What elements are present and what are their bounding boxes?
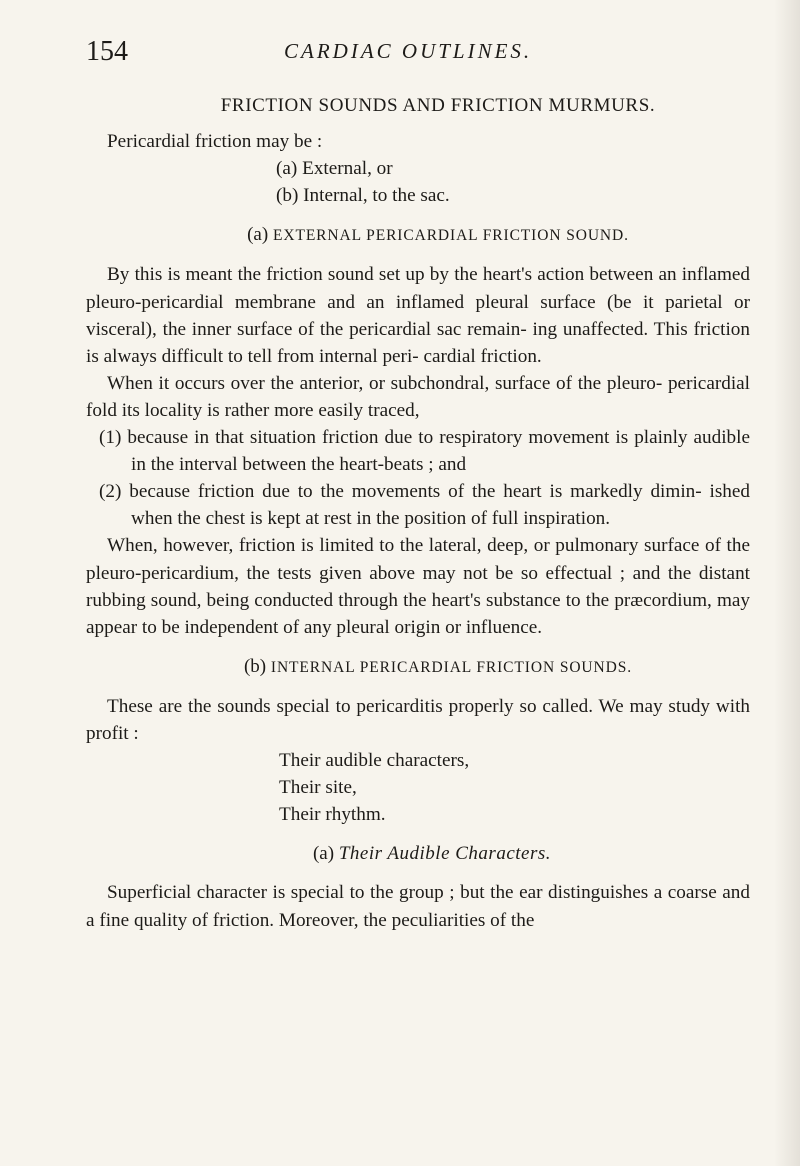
list-item: Their audible characters, [279, 750, 470, 772]
section-title: FRICTION SOUNDS AND FRICTION MURMURS. [220, 95, 656, 116]
paragraph: Superficial character is special to the group ; but the ear distinguishes a coarse and a fine quality of friction. Moreover, the peculiarities of the [86, 882, 750, 931]
page-header [86, 36, 746, 76]
paragraph: These are the sounds special to pericarditis properly so called. We may study with profit : [86, 695, 750, 744]
subheading-external [126, 221, 750, 249]
subheading-label: (a) [312, 843, 335, 865]
list-item: Their site, [279, 777, 357, 799]
numbered-item: (1) because in that situation friction due to respiratory movement is plainly audible in the interval between the heart-beats ; and [99, 427, 750, 476]
numbered-item: (2) because friction due to the movements of the heart is markedly dimin- ished when the chest is kept at rest in the position of full inspiration. [99, 481, 750, 530]
subheading-text: EXTERNAL PERICARDIAL FRICTION SOUND. [272, 227, 629, 245]
page-edge-shadow [774, 0, 800, 1166]
page-body [86, 92, 750, 934]
subheading-text: Their Audible Characters. [338, 843, 552, 865]
list-item: Their rhythm. [279, 804, 386, 826]
paragraph: By this is meant the friction sound set up by the heart's action between an inflamed pleuro-pericardial membrane and an inflamed pleural surface (be it parietal or visceral), the inner surface of the pericardial sac remain- ing unaffected. This friction is always difficult to tell from internal peri- cardial friction. [86, 264, 750, 367]
subheading-label: (b) [243, 655, 267, 677]
page-number: 154 [86, 36, 128, 67]
option-a: (a) External, or [276, 158, 393, 180]
subheading-text: INTERNAL PERICARDIAL FRICTION SOUNDS. [270, 658, 633, 676]
running-head: CARDIAC OUTLINES. [284, 39, 533, 63]
subheading-label: (a) [247, 224, 269, 246]
subheading-audible [114, 840, 750, 867]
subheading-internal [126, 653, 750, 681]
paragraph: When, however, friction is limited to the lateral, deep, or pulmonary surface of the pleuro-pericardium, the tests given above may not be so effectual ; and the distant rubbing sound, being conducted through the heart's substance to the præcordium, may appear to be independent of any pleural origin or influence. [86, 535, 750, 638]
paragraph: When it occurs over the anterior, or subchondral, surface of the pleuro- pericardial fold its locality is rather more easily traced, [86, 372, 750, 421]
option-b: (b) Internal, to the sac. [276, 185, 450, 207]
intro-line: Pericardial friction may be : [107, 131, 323, 153]
